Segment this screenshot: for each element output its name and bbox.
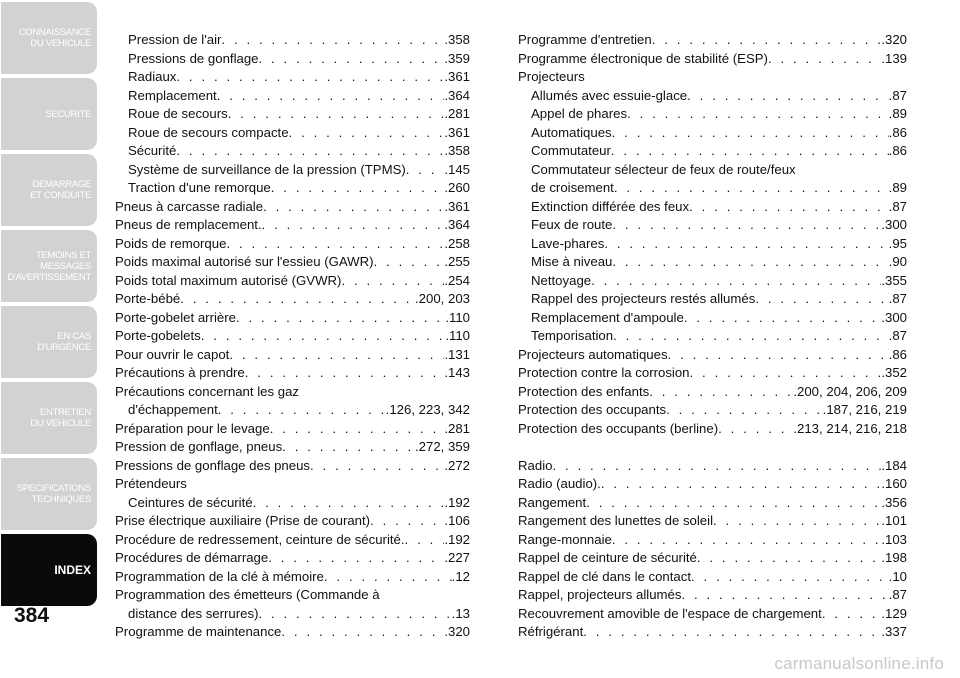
index-entry[interactable] [518,531,907,550]
dot-leader [687,87,889,106]
index-entry[interactable] [518,475,907,494]
chapter-tabs [0,0,99,678]
entry-label: Allumés avec essuie-glace [531,87,688,103]
entry-label: Préparation pour le levage [115,420,270,436]
entry-page-ref[interactable]: .364 [444,87,470,103]
entry-page-ref[interactable]: .89 [888,180,907,195]
index-subentry[interactable] [518,290,907,309]
index-subentry[interactable] [115,31,470,50]
dot-leader [263,198,444,217]
entry-label: Appel de phares [531,106,628,121]
dot-leader [612,124,889,143]
section-gap [518,438,907,457]
entry-page-ref[interactable]: .131 [444,346,470,362]
index-subentry[interactable] [115,50,470,69]
entry-label: Programmation de la clé à mémoire [115,568,324,584]
index-entry[interactable] [115,198,470,217]
entry-label: Extinction différée des feux [531,198,690,214]
entry-label: Projecteurs [518,69,585,84]
entry-page-ref[interactable]: .361 [444,69,470,84]
entry-page-ref[interactable]: .106 [444,513,470,528]
entry-label: Ceintures de sécurité [128,494,253,510]
entry-page-ref[interactable]: .160 [881,476,907,491]
dot-leader [684,309,882,328]
entry-page-ref[interactable]: .200, 204, 206, 209 [793,383,907,399]
dot-leader [604,235,888,254]
index-subentry[interactable] [115,179,470,198]
dot-leader [180,290,415,309]
entry-page-ref[interactable]: .281 [444,420,470,436]
entry-page-ref[interactable]: .258 [444,235,470,251]
index-subentry[interactable] [115,105,470,124]
entry-page-ref[interactable]: .89 [888,106,907,121]
entry-page-ref[interactable]: .227 [444,550,470,565]
entry-page-ref[interactable]: .281 [444,106,470,121]
entry-page-ref[interactable]: .126, 223, 342 [385,402,470,417]
tab-specifications-techniques[interactable] [1,458,97,530]
dot-leader [768,50,881,69]
dot-leader [258,605,451,624]
entry-page-ref[interactable]: .200, 203 [415,291,470,306]
entry-label: Range-monnaie [518,531,612,547]
entry-page-ref[interactable]: .361 [444,124,470,140]
tab-label: ENTRETIEN DU VEHICULE [30,407,91,429]
entry-label: Rappel de ceinture de sécurité [518,550,697,565]
index-subentry[interactable] [518,124,907,143]
index-entry[interactable] [115,475,470,494]
dot-leader [281,623,444,642]
entry-label: Nettoyage [531,272,592,288]
dot-leader [217,87,445,106]
entry-page-ref[interactable]: .101 [881,513,907,528]
entry-page-ref[interactable]: .145 [444,161,470,177]
index-entry[interactable] [518,364,907,383]
index-entry[interactable] [115,309,470,328]
entry-label: Pression de l'air [128,32,222,47]
entry-label: Rappel des projecteurs restés allumés [531,291,756,306]
dot-leader [253,494,445,513]
index-entry[interactable] [115,327,470,346]
entry-label: Protection des enfants [518,383,650,399]
entry-page-ref[interactable]: .12 [451,568,470,584]
index-entry[interactable] [115,512,470,531]
entry-label: Poids de remorque [115,235,227,251]
dot-leader [201,327,446,346]
entry-label: Porte-gobelets [115,328,201,343]
entry-page-ref[interactable]: .87 [888,291,907,306]
index-entry[interactable] [115,531,470,550]
tab-label: SPECIFICATIONS TECHNIQUES [16,483,91,505]
entry-label: Pressions de gonflage des pneus [115,457,311,473]
dot-leader [370,512,444,531]
index-entry[interactable] [115,216,470,235]
dot-leader [176,68,444,87]
entry-label: Recouvrement amovible de l'espace de chargement [518,605,822,621]
dot-leader [613,327,889,346]
index-subentry[interactable] [518,161,907,180]
entry-label: Rangement des lunettes de soleil [518,513,714,528]
entry-label: Programme de maintenance [115,624,282,639]
dot-leader [718,420,793,439]
tab-label: CONNAISSANCE DU VEHICULE [18,27,91,49]
dot-leader [649,383,793,402]
entry-page-ref[interactable]: .143 [444,365,470,380]
entry-page-ref[interactable]: .213, 214, 216, 218 [793,420,907,436]
index-entry[interactable] [115,438,470,457]
entry-label: Programmation des émetteurs (Commande à [115,587,380,602]
dot-leader [614,179,889,198]
entry-page-ref[interactable]: .10 [888,568,907,584]
entry-page-ref[interactable]: .358 [444,32,470,47]
entry-page-ref[interactable]: .90 [888,254,907,269]
tab-index[interactable] [1,534,97,606]
entry-label: Protection des occupants (berline) [518,420,719,436]
entry-page-ref[interactable]: .198 [881,550,907,565]
entry-label: Rappel de clé dans le contact [518,568,692,584]
entry-label: Précautions à prendre [115,365,245,380]
entry-page-ref[interactable]: .129 [881,605,907,621]
dot-leader [690,364,882,383]
entry-page-ref[interactable]: .87 [888,328,907,343]
entry-page-ref[interactable]: .361 [444,198,470,214]
entry-page-ref[interactable]: .86 [888,346,907,362]
entry-label: Système de surveillance de la pression (TPMS) [128,161,406,177]
entry-page-ref[interactable]: .352 [881,365,907,380]
index-entry[interactable] [518,383,907,402]
entry-label: Roue de secours compacte [128,124,289,140]
entry-page-ref[interactable]: .359 [444,50,470,66]
dot-leader [228,105,445,124]
entry-label: Rangement [518,494,587,510]
entry-label: Commutateur [531,143,611,158]
entry-label: Protection contre la corrosion [518,365,690,380]
index-entry[interactable] [518,512,907,531]
index-entry[interactable] [115,586,470,605]
entry-page-ref[interactable]: .320 [881,32,907,47]
entry-page-ref[interactable]: .139 [881,50,907,66]
entry-label: Protection des occupants [518,402,667,417]
index-entry[interactable] [518,346,907,365]
index-entry[interactable] [518,568,907,587]
dot-leader [289,124,445,143]
index-entry[interactable] [518,586,907,605]
dot-leader [245,364,445,383]
entry-page-ref[interactable]: .300 [881,309,907,325]
entry-label: Pressions de gonflage [128,50,259,66]
entry-label: Prétendeurs [115,476,187,491]
dot-leader [236,309,445,328]
index-entry[interactable] [115,420,470,439]
index-subentry[interactable] [115,161,470,180]
dot-leader [691,568,889,587]
entry-label: Sécurité [128,143,177,158]
dot-leader [601,475,881,494]
entry-label: Pour ouvrir le capot [115,346,230,362]
index-entry[interactable] [115,457,470,476]
entry-label: Remplacement d'ampoule [531,309,684,325]
entry-label: Mise à niveau [531,254,613,269]
entry-page-ref[interactable]: .87 [888,198,907,214]
index-entry[interactable] [518,31,907,50]
entry-label: Programme électronique de stabilité (ESP) [518,50,768,66]
entry-page-ref[interactable]: .272, 359 [415,439,470,454]
dot-leader [612,216,881,235]
entry-page-ref[interactable]: .337 [881,624,907,639]
dot-leader [270,420,445,439]
tab-connaissance-du-vehicule[interactable] [1,2,97,74]
entry-label: Porte-gobelet arrière [115,309,236,325]
entry-label: Pneus à carcasse radiale [115,198,264,214]
dot-leader [324,568,452,587]
entry-page-ref[interactable]: .110 [445,309,470,325]
entry-page-ref[interactable]: .255 [444,254,470,269]
dot-leader [612,253,888,272]
dot-leader [226,235,444,254]
entry-label: Pression de gonflage, pneus [115,439,283,454]
tab-en-cas-d-urgence[interactable] [1,306,97,378]
entry-page-ref[interactable]: .260 [444,180,470,195]
entry-label: Pneus de remplacement. [115,217,262,232]
dot-leader [218,401,386,420]
dot-leader [591,272,881,291]
entry-label: Précautions concernant les gaz [115,383,300,399]
dot-leader [310,457,444,476]
watermark: carmanualsonline.info [774,654,944,673]
dot-leader [374,253,445,272]
entry-label: Projecteurs automatiques [518,346,668,362]
entry-label: Radiaux [128,69,177,84]
index-entry[interactable] [518,605,907,624]
index-subentry[interactable] [518,253,907,272]
index-subentry[interactable] [115,68,470,87]
dot-leader [271,179,445,198]
dot-leader [755,290,888,309]
dot-leader [176,142,444,161]
entry-label: Temporisation [531,328,614,343]
entry-label: Commutateur sélecteur de feux de route/feux [531,161,796,177]
tab-label: TEMOINS ET MESSAGES D'AVERTISSEMENT [7,249,91,283]
index-subentry[interactable] [518,198,907,217]
entry-page-ref[interactable]: .87 [888,587,907,602]
index-column-right [518,31,907,642]
index-entry[interactable] [115,235,470,254]
index-subentry[interactable] [518,179,907,198]
dot-leader [666,401,823,420]
tab-temoins-et-messages[interactable] [1,230,97,302]
index-subentry[interactable] [518,105,907,124]
index-subentry[interactable] [115,142,470,161]
entry-label: Lave-phares [531,235,605,251]
index-entry[interactable] [115,272,470,291]
entry-page-ref[interactable]: .300 [881,217,907,232]
dot-leader [611,142,889,161]
entry-label: Roue de secours [128,106,228,121]
dot-leader [713,512,881,531]
page-number: 384 [14,604,50,627]
index-subentry[interactable] [115,401,470,420]
index-entry[interactable] [518,50,907,69]
tab-label: INDEX [54,562,91,577]
tab-securite[interactable] [1,78,97,150]
dot-leader [822,605,882,624]
entry-page-ref[interactable]: .184 [881,457,907,473]
entry-label: de croisement [531,180,614,195]
dot-leader [405,531,445,550]
index-subentry[interactable] [518,216,907,235]
index-entry[interactable] [518,401,907,420]
entry-page-ref[interactable]: .364 [444,217,470,232]
entry-label: Procédure de redressement, ceinture de sécurité. [115,531,405,547]
dot-leader [259,50,445,69]
entry-page-ref[interactable]: .110 [445,328,470,343]
entry-page-ref[interactable]: .187, 216, 219 [822,402,907,417]
entry-page-ref[interactable]: .86 [888,143,907,158]
index-subentry[interactable] [518,272,907,291]
index-entry[interactable] [115,290,470,309]
index-entry[interactable] [115,549,470,568]
entry-label: Procédures de démarrage [115,550,269,565]
index-subentry[interactable] [115,87,470,106]
dot-leader [681,586,888,605]
index-column-left [115,31,470,642]
index-entry[interactable] [518,420,907,439]
entry-page-ref[interactable]: .87 [888,87,907,103]
entry-label: Réfrigérant [518,624,584,639]
entry-label: Radio (audio). [518,476,601,491]
entry-page-ref[interactable]: .356 [881,494,907,510]
index-entry[interactable] [518,623,907,642]
entry-page-ref[interactable]: .13 [451,605,470,621]
dot-leader [341,272,444,291]
dot-leader [689,198,889,217]
entry-label: Radio [518,457,553,473]
index-entry[interactable] [115,364,470,383]
tab-label: EN CAS D'URGENCE [37,331,91,353]
entry-label: Porte-bébé [115,291,181,306]
index-subentry[interactable] [518,235,907,254]
entry-page-ref[interactable]: .355 [881,272,907,288]
index-subentry[interactable] [518,309,907,328]
tab-demarrage-et-conduite[interactable] [1,154,97,226]
entry-label: Feux de route [531,217,613,232]
entry-label: Traction d'une remorque [128,180,271,195]
index-entry[interactable] [115,253,470,272]
dot-leader [221,31,444,50]
index-entry[interactable] [518,494,907,513]
index-entry[interactable] [518,457,907,476]
entry-page-ref[interactable]: .272 [444,457,470,473]
entry-page-ref[interactable]: .103 [881,531,907,547]
entry-page-ref[interactable]: .320 [444,624,470,639]
index-entry[interactable] [115,346,470,365]
index-entry[interactable] [115,568,470,587]
dot-leader [586,494,881,513]
dot-leader [552,457,881,476]
index-subentry[interactable] [518,87,907,106]
index-entry[interactable] [115,383,470,402]
tab-label: SECURITE [45,108,91,120]
entry-label: d'échappement [128,402,218,417]
dot-leader [406,161,445,180]
dot-leader [229,346,444,365]
entry-label: Remplacement [128,87,217,103]
dot-leader [282,438,415,457]
entry-page-ref[interactable]: .86 [888,124,907,140]
entry-label: Rappel, projecteurs allumés [518,587,682,602]
dot-leader [583,623,881,642]
entry-page-ref[interactable]: .192 [444,531,470,547]
dot-leader [268,549,444,568]
entry-page-ref[interactable]: .254 [444,272,470,288]
entry-label: Poids total maximum autorisé (GVWR) [115,272,342,288]
entry-label: Automatiques [531,124,612,140]
entry-page-ref[interactable]: .95 [888,235,907,251]
index-entry[interactable] [518,68,907,87]
index-subentry[interactable] [115,124,470,143]
dot-leader [668,346,889,365]
dot-leader [627,105,889,124]
entry-label: Programme d'entretien [518,32,652,47]
tab-label: DEMARRAGE ET CONDUITE [30,179,91,201]
entry-label: Prise électrique auxiliaire (Prise de courant) [115,513,371,528]
dot-leader [697,549,881,568]
tab-entretien-du-vehicule[interactable] [1,382,97,454]
index-subentry[interactable] [518,142,907,161]
entry-page-ref[interactable]: .358 [444,143,470,158]
entry-page-ref[interactable]: .192 [444,494,470,510]
index-entry[interactable] [115,623,470,642]
dot-leader [262,216,445,235]
dot-leader [612,531,881,550]
dot-leader [652,31,882,50]
index-subentry[interactable] [115,494,470,513]
entry-label: distance des serrures) [128,605,259,621]
index-entry[interactable] [518,549,907,568]
index-subentry[interactable] [518,327,907,346]
index-subentry[interactable] [115,605,470,624]
entry-label: Poids maximal autorisé sur l'essieu (GAWR) [115,254,374,269]
